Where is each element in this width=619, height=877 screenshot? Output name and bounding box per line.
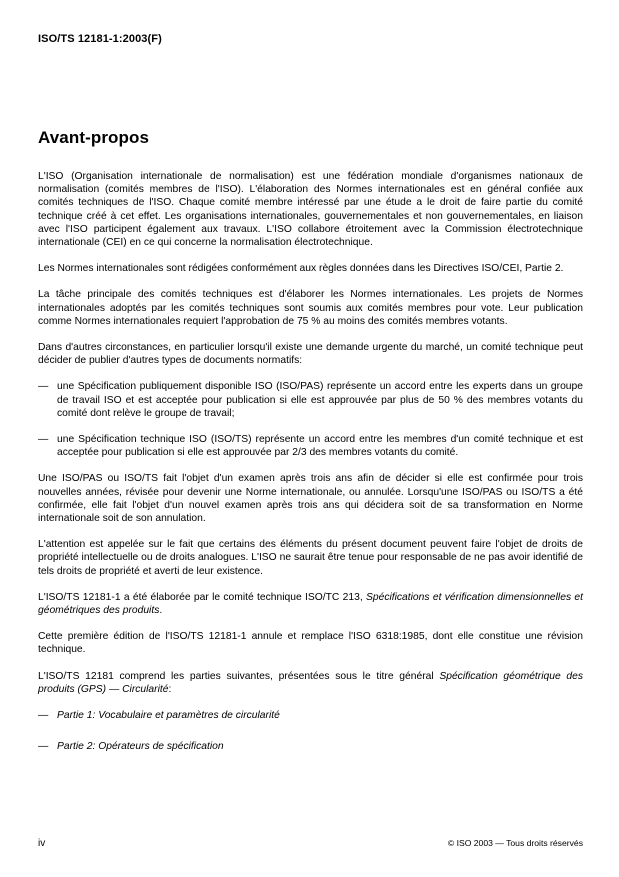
em-dash-marker: —: [38, 434, 49, 446]
parts-intro-lead: L'ISO/TS 12181 comprend les parties suivantes, présentées sous le titre général: [38, 670, 440, 682]
list-item-part-2: [38, 740, 583, 753]
em-dash-marker: —: [38, 710, 49, 722]
list-item-iso-ts: [38, 433, 583, 459]
paragraph-parts-intro: [38, 670, 583, 696]
parts-intro-tail: :: [168, 683, 172, 695]
list-item-text: une Spécification publiquement disponible ISO (ISO/PAS) représente un accord entre les experts dans un groupe de travail ISO et est acceptée pour publication si elle est approuvée par plus de 50 % des membres votants du comité dont relève le groupe de travail;: [57, 381, 583, 419]
paragraph-foreword-6: L'attention est appelée sur le fait que certains des éléments du présent document peuvent faire l'objet de droits de propriété intellectuelle ou de droits analogues. L'ISO ne saurait être tenue pour responsable de ne pas avoir identifié de tels droits de propriété et averti de leur existence.: [38, 539, 583, 577]
paragraph-foreword-4: Dans d'autres circonstances, en particulier lorsqu'il existe une demande urgente du marché, un comité technique peut décider de publier d'autres types de documents normatifs:: [38, 342, 583, 367]
part-title: Partie 2: Opérateurs de spécification: [57, 741, 224, 753]
page-footer: [38, 838, 583, 849]
paragraph-committee-attribution: [38, 591, 583, 617]
committee-scope-title: Spécifications et vérification dimensionnelles et géométriques des produits: [38, 591, 583, 617]
general-title: Spécification géométrique des produits (GPS) — Circularité: [38, 670, 583, 695]
part-title: Partie 1: Vocabulaire et paramètres de circularité: [57, 710, 280, 722]
em-dash-marker: —: [38, 381, 49, 393]
paragraph-foreword-5: Une ISO/PAS ou ISO/TS fait l'objet d'un examen après trois ans afin de décider si elle est confirmée pour trois nouvelles années, révisée pour devenir une Norme internationale, ou annulée. Lorsqu'une ISO/PAS ou ISO/TS a été confirmée, elle fait l'objet d'un nouvel examen après trois ans qui décidera soit de sa transformation en Norme internationale soit de son annulation.: [38, 473, 583, 525]
running-head: ISO/TS 12181-1:2003(F): [38, 33, 162, 45]
em-dash-marker: —: [38, 741, 49, 753]
paragraph-foreword-1: L'ISO (Organisation internationale de normalisation) est une fédération mondiale d'organismes nationaux de normalisation (comités membres de l'ISO). L'élaboration des Normes internationales est en général confiée aux comités techniques de l'ISO. Chaque comité membre intéressé par une étude a le droit de faire partie du comité technique créé à cet effet. Les organisations internationales, gouvernementales et non gouvernementales, en liaison avec l'ISO participent également aux travaux. L'ISO collabore étroitement avec la Commission électrotechnique internationale (CEI) en ce qui concerne la normalisation électrotechnique.: [38, 171, 583, 249]
page-number: iv: [38, 838, 46, 849]
attribution-lead: L'ISO/TS 12181-1 a été élaborée par le comité technique ISO/TC 213,: [38, 591, 366, 603]
paragraph-foreword-3: La tâche principale des comités techniques est d'élaborer les Normes internationales. Les projets de Normes internationales adoptés par les comités techniques sont soumis aux comités membres pour vote. Leur publication comme Normes internationales requiert l'approbation de 75 % au moins des comités membres votants.: [38, 289, 583, 327]
attribution-tail: .: [159, 605, 163, 617]
list-item-part-1: [38, 709, 583, 722]
page-content: [38, 128, 583, 772]
list-item-iso-pas: [38, 380, 583, 420]
page-title: Avant-propos: [38, 128, 150, 147]
copyright-notice: © ISO 2003 — Tous droits réservés: [447, 838, 583, 848]
list-item-text: une Spécification technique ISO (ISO/TS) représente un accord entre les membres d'un comité technique et est acceptée pour publication si elle est approuvée par 2/3 des membres votants du comité.: [57, 434, 583, 459]
paragraph-foreword-2: Les Normes internationales sont rédigées conformément aux règles données dans les Directives ISO/CEI, Partie 2.: [38, 263, 564, 275]
paragraph-edition-notice: Cette première édition de l'ISO/TS 12181-1 annule et remplace l'ISO 6318:1985, dont elle constitue une révision technique.: [38, 631, 583, 656]
